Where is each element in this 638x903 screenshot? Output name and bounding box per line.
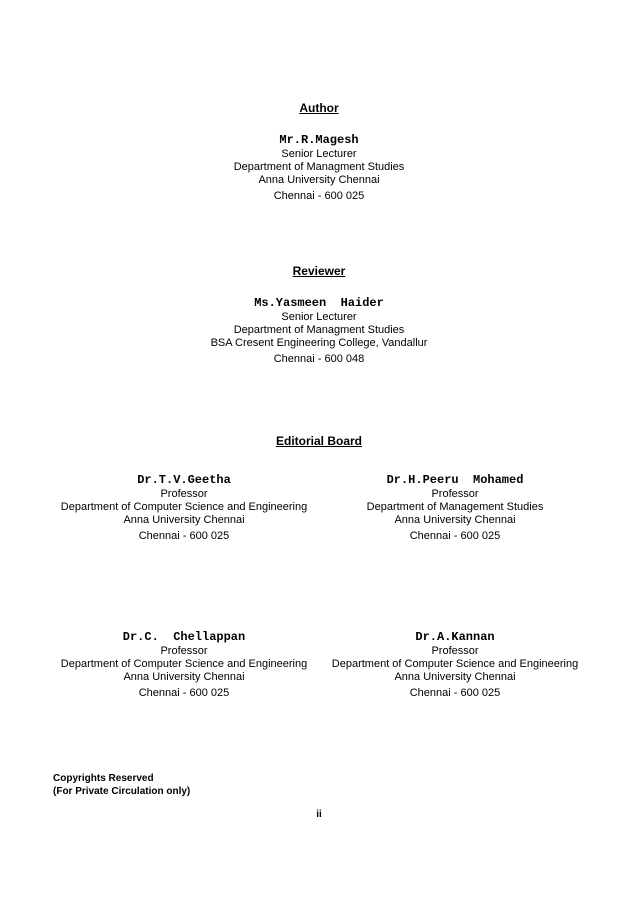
member-name: Dr.A.Kannan xyxy=(415,630,495,644)
author-department: Department of Managment Studies xyxy=(233,161,405,173)
member-institution: Anna University Chennai xyxy=(394,671,516,683)
member-department: Department of Computer Science and Engineering xyxy=(60,658,308,670)
editorial-board-heading: Editorial Board xyxy=(275,434,362,448)
author-heading: Author xyxy=(299,101,339,115)
copyright-note xyxy=(53,772,190,798)
member-title: Professor xyxy=(431,488,479,500)
member-institution: Anna University Chennai xyxy=(123,671,245,683)
member-city: Chennai - 600 025 xyxy=(409,530,501,542)
circulation-text: (For Private Circulation only) xyxy=(53,786,191,797)
page-number: ii xyxy=(316,809,322,820)
member-name: Dr.T.V.Geetha xyxy=(137,473,231,487)
board-member-kannan xyxy=(315,629,595,701)
member-name: Dr.C. Chellappan xyxy=(122,630,246,644)
member-department: Department of Computer Science and Engineering xyxy=(60,501,308,513)
reviewer-institution: BSA Cresent Engineering College, Vandallur xyxy=(210,337,428,349)
reviewer-department: Department of Managment Studies xyxy=(233,324,405,336)
copyright-text: Copyrights Reserved xyxy=(53,773,154,784)
member-department: Department of Management Studies xyxy=(366,501,544,513)
board-member-peeru-mohamed xyxy=(315,472,595,544)
member-name: Dr.H.Peeru Mohamed xyxy=(386,473,524,487)
member-city: Chennai - 600 025 xyxy=(138,687,230,699)
author-city: Chennai - 600 025 xyxy=(273,190,365,202)
board-member-chellappan xyxy=(44,629,324,701)
member-title: Professor xyxy=(160,645,208,657)
board-member-geetha xyxy=(44,472,324,544)
reviewer-city: Chennai - 600 048 xyxy=(273,353,365,365)
author-name: Mr.R.Magesh xyxy=(279,133,359,147)
member-city: Chennai - 600 025 xyxy=(409,687,501,699)
author-title: Senior Lecturer xyxy=(281,148,357,160)
author-block xyxy=(0,132,638,204)
member-title: Professor xyxy=(431,645,479,657)
member-institution: Anna University Chennai xyxy=(123,514,245,526)
reviewer-heading: Reviewer xyxy=(292,264,346,278)
author-institution: Anna University Chennai xyxy=(258,174,380,186)
member-title: Professor xyxy=(160,488,208,500)
reviewer-name: Ms.Yasmeen Haider xyxy=(254,296,384,310)
reviewer-title: Senior Lecturer xyxy=(281,311,357,323)
member-city: Chennai - 600 025 xyxy=(138,530,230,542)
member-department: Department of Computer Science and Engineering xyxy=(331,658,579,670)
member-institution: Anna University Chennai xyxy=(394,514,516,526)
reviewer-block xyxy=(0,295,638,367)
